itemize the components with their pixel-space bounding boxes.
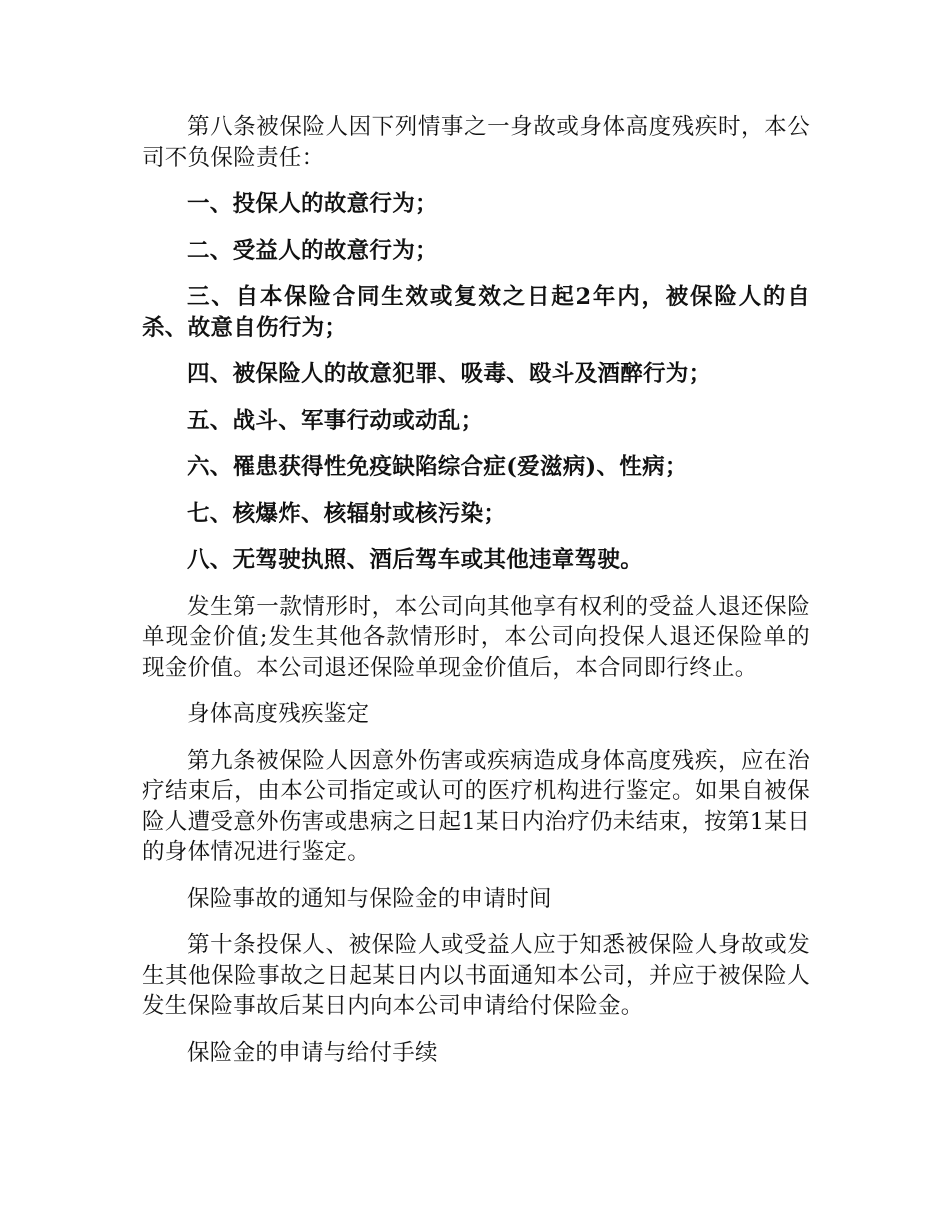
exclusion-item-6: 六、罹患获得性免疫缺陷综合症(爱滋病)、性病；: [187, 454, 688, 480]
section-heading-claim-procedure: 保险金的申请与给付手续: [187, 1039, 438, 1066]
exclusion-item-8: 八、无驾驶执照、酒后驾车或其他违章驾驶。: [187, 547, 644, 573]
article-8-refund-clause: 发生第一款情形时，本公司向其他享有权利的受益人退还保险单现金价值;发生其他各款情形时，本公司向投保人退还保险单的现金价值。本公司退还保险单现金价值后，本合同即行终止。: [142, 593, 810, 681]
section-heading-disability-assessment: 身体高度残疾鉴定: [187, 701, 370, 727]
exclusion-item-2: 二、受益人的故意行为；: [187, 237, 438, 264]
exclusion-item-1: 一、投保人的故意行为；: [187, 191, 438, 217]
exclusion-item-7: 七、核爆炸、核辐射或核污染；: [187, 500, 507, 527]
article-9: 第九条被保险人因意外伤害或疾病造成身体高度残疾，应在治疗结束后，由本公司指定或认可的医疗机构进行鉴定。如果自被保险人遭受意外伤害或患病之日起1某日内治疗仍未结束，按第1某日的身体情况进行鉴定。: [142, 747, 810, 865]
article-8-intro: 第八条被保险人因下列情事之一身故或身体高度残疾时，本公司不负保险责任：: [142, 114, 810, 171]
document-body: [142, 112, 810, 1084]
section-heading-accident-notice: 保险事故的通知与保险金的申请时间: [187, 885, 552, 912]
article-10: 第十条投保人、被保险人或受益人应于知悉被保险人身故或发生其他保险事故之日起某日内以书面通知本公司，并应于被保险人发生保险事故后某日内向本公司申请给付保险金。: [142, 932, 810, 1019]
exclusion-item-3: 三、自本保险合同生效或复效之日起2年内，被保险人的自杀、故意自伤行为；: [142, 284, 810, 341]
exclusion-item-4: 四、被保险人的故意犯罪、吸毒、殴斗及酒醉行为；: [187, 361, 712, 387]
exclusion-item-5: 五、战斗、军事行动或动乱；: [187, 407, 484, 434]
